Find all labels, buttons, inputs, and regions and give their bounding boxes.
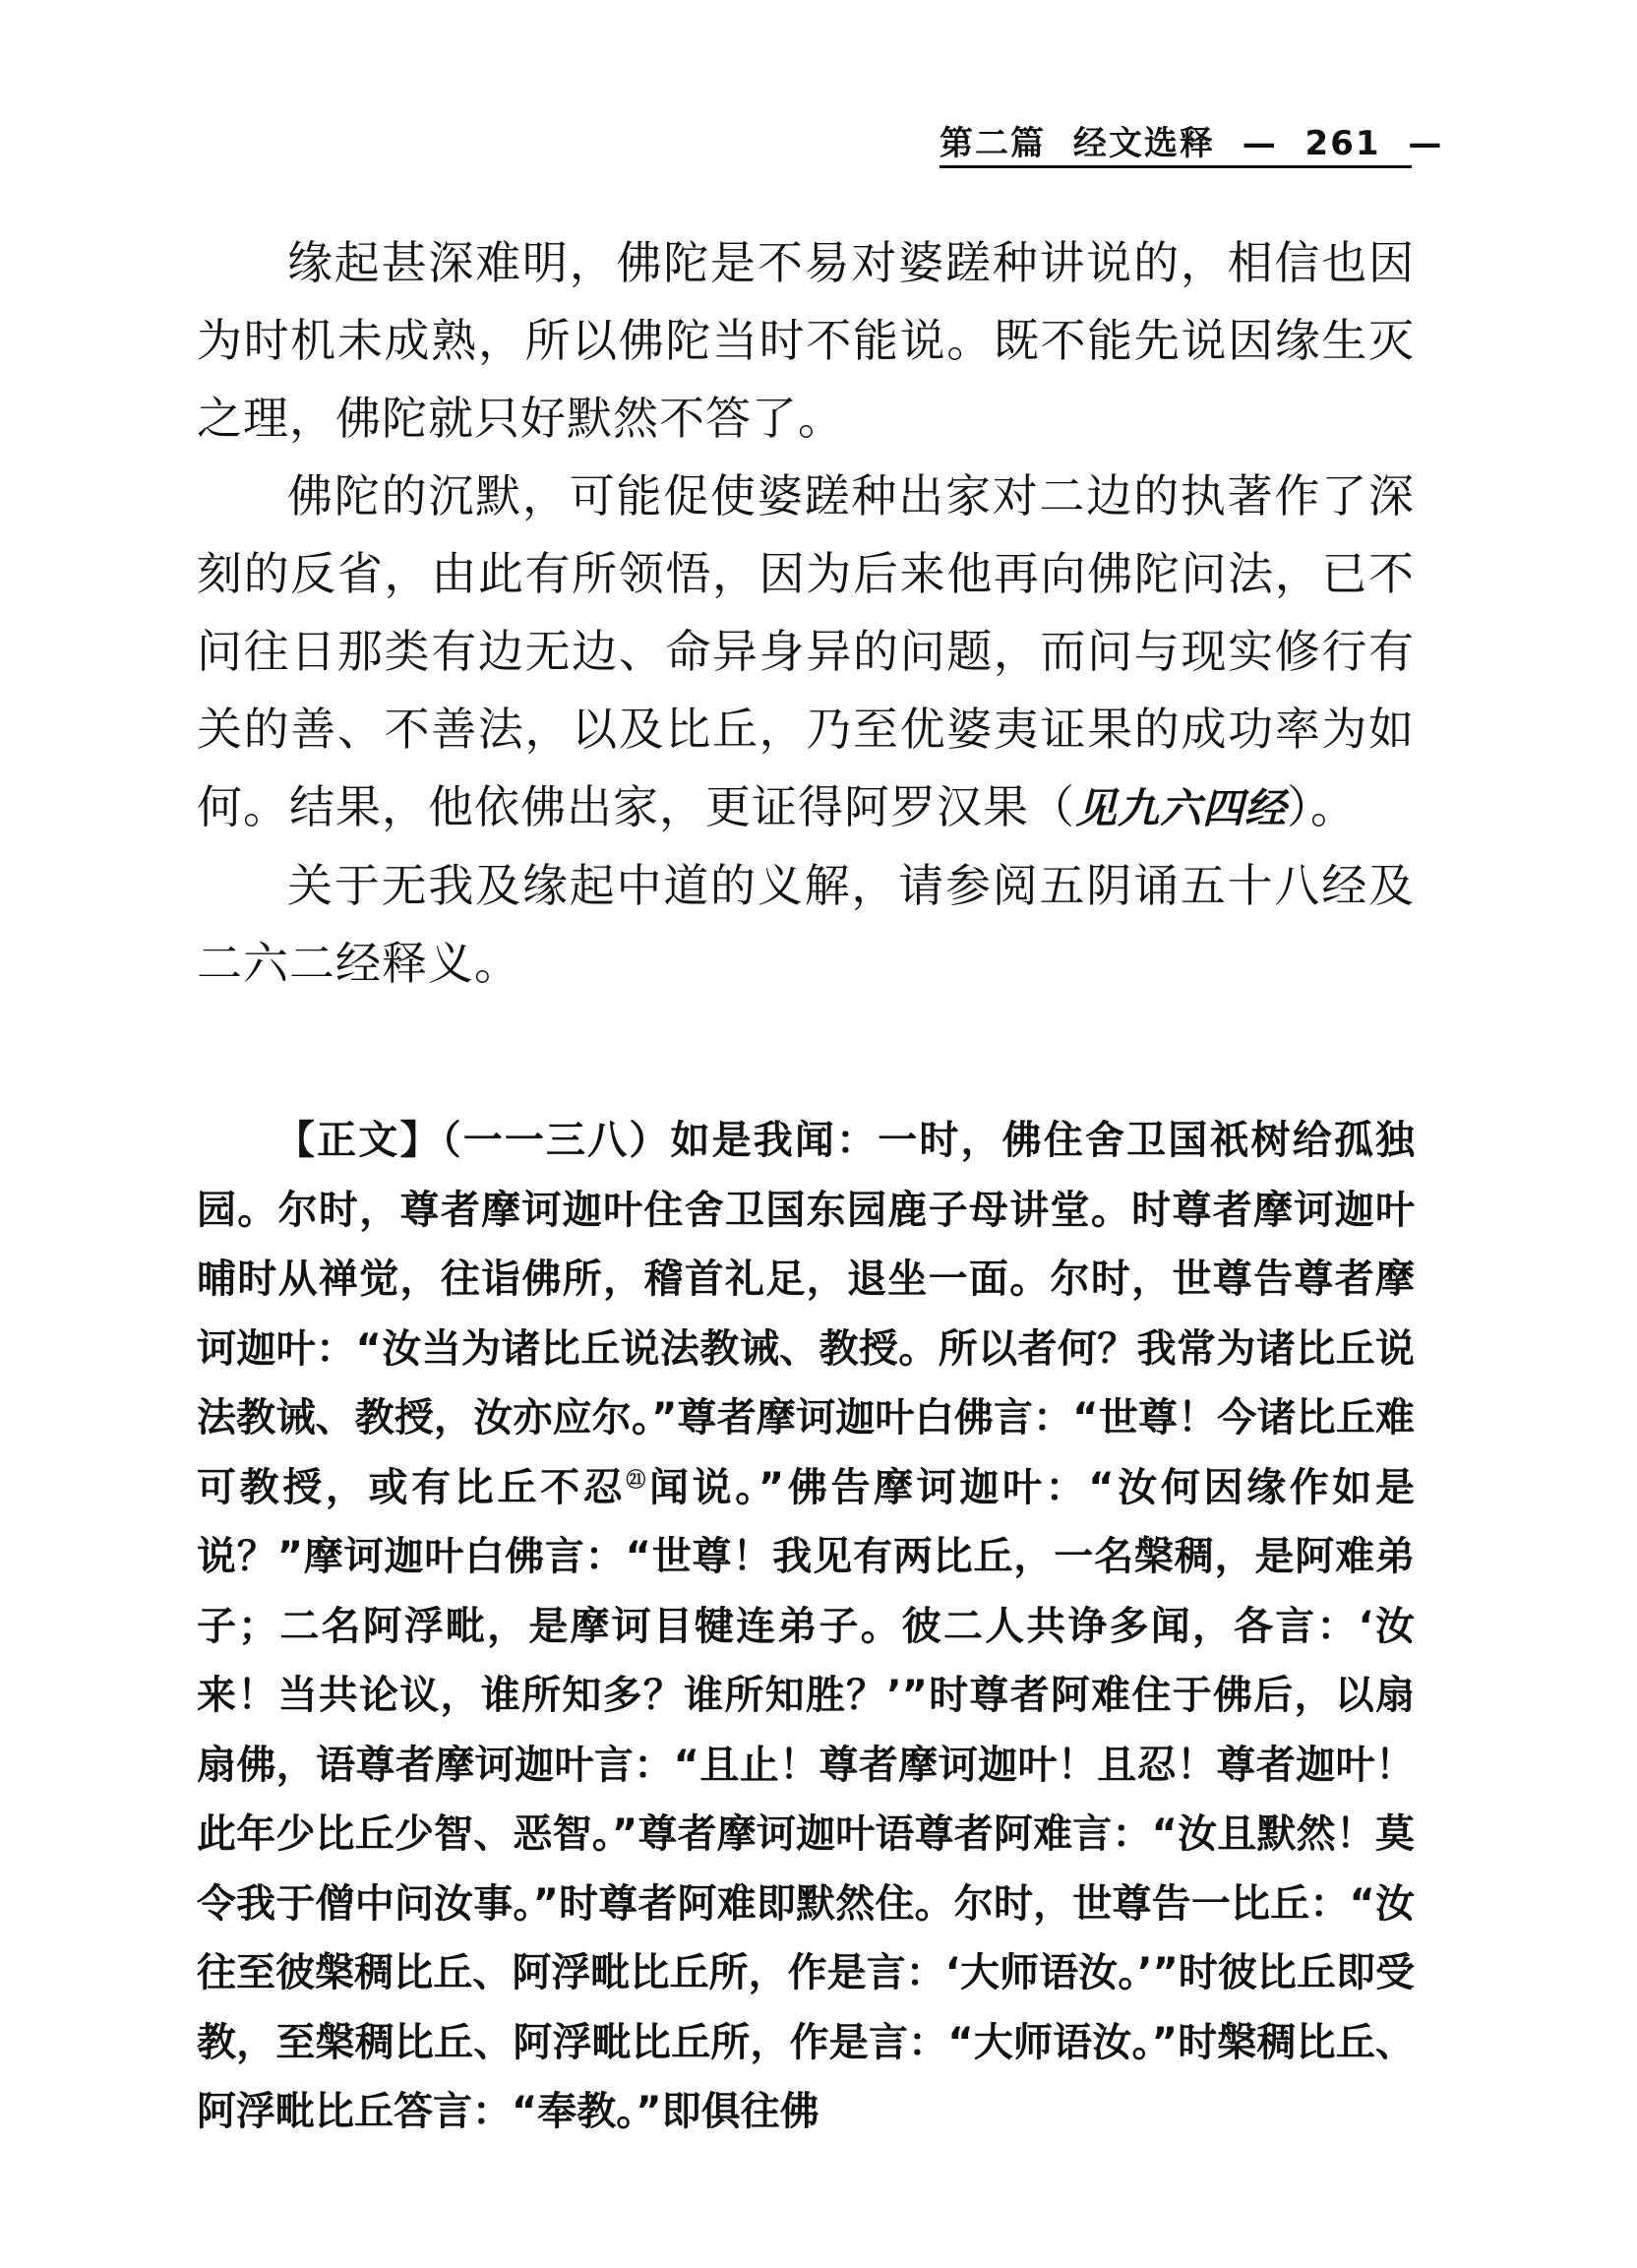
cross-reference: 见九六四经 [1075,784,1288,832]
chapter-title: 经文选释 [1072,124,1215,163]
dash-left: — [1242,124,1278,163]
scripture-label: 【正文】 [275,1118,442,1163]
scripture-paragraph [197,1106,1415,2147]
dash-right: — [1408,124,1444,163]
commentary-paragraph-2 [197,458,1415,847]
commentary-paragraph-2-close: ）。 [1287,780,1358,833]
commentary-paragraph-1: 缘起甚深难明，佛陀是不易对婆蹉种讲说的，相信也因为时机未成熟，所以佛陀当时不能说。既不能先说因缘生灭之理，佛陀就只好默然不答了。 [197,236,1415,445]
commentary-section [197,224,1415,1003]
commentary-paragraph-3: 关于无我及缘起中道的义解，请参阅五阴诵五十八经及二六二经释义。 [197,859,1415,990]
scripture-text-part-1: （一一三八）如是我闻：一时，佛住舍卫国祇树给孤独园。尔时，尊者摩诃迦叶住舍卫国东园鹿子母讲堂。时尊者摩诃迦叶晡时从禅觉，往诣佛所，稽首礼足，退坐一面。尔时，世尊告尊者摩诃迦叶：“汝当为诸比丘说法教诫、教授。所以者何？我常为诸比丘说法教诫、教授，汝亦应尔。”尊者摩诃迦叶白佛言：“世尊！今诸比丘难可教授，或有比丘不忍 [197,1118,1416,1510]
running-head [940,116,1444,171]
part-label: 第二篇 [940,124,1046,163]
header-rule [940,165,1412,168]
page-number: 261 [1304,124,1381,163]
footnote-marker: ㉑ [626,1467,649,1492]
commentary-paragraph-2-text: 佛陀的沉默，可能促使婆蹉种出家对二边的执著作了深刻的反省，由此有所领悟，因为后来他再向佛陀问法，已不问往日那类有边无边、命异身异的问题，而问与现实修行有关的善、不善法，以及比丘，乃至优婆夷证果的成功率为如何。结果，他依佛出家，更证得阿罗汉果（ [197,469,1415,833]
scripture-text-part-2: 闻说。”佛告摩诃迦叶：“汝何因缘作如是说？”摩诃迦叶白佛言：“世尊！我见有两比丘，一名槃稠，是阿难弟子；二名阿浮毗，是摩诃目犍连弟子。彼二人共诤多闻，各言：‘汝来！当共论议，谁所知多？谁所知胜？’”时尊者阿难住于佛后，以扇扇佛，语尊者摩诃迦叶言：“且止！尊者摩诃迦叶！且忍！尊者迦叶！此年少比丘少智、恶智。”尊者摩诃迦叶语尊者阿难言：“汝且默然！莫令我于僧中问汝事。”时尊者阿难即默然住。尔时，世尊告一比丘：“汝往至彼槃稠比丘、阿浮毗比丘所，作是言：‘大师语汝。’”时彼比丘即受教，至槃稠比丘、阿浮毗比丘所，作是言：“大师语汝。”时槃稠比丘、阿浮毗比丘答言：“奉教。”即俱往佛 [197,1464,1416,2134]
scripture-section [197,1106,1415,2147]
